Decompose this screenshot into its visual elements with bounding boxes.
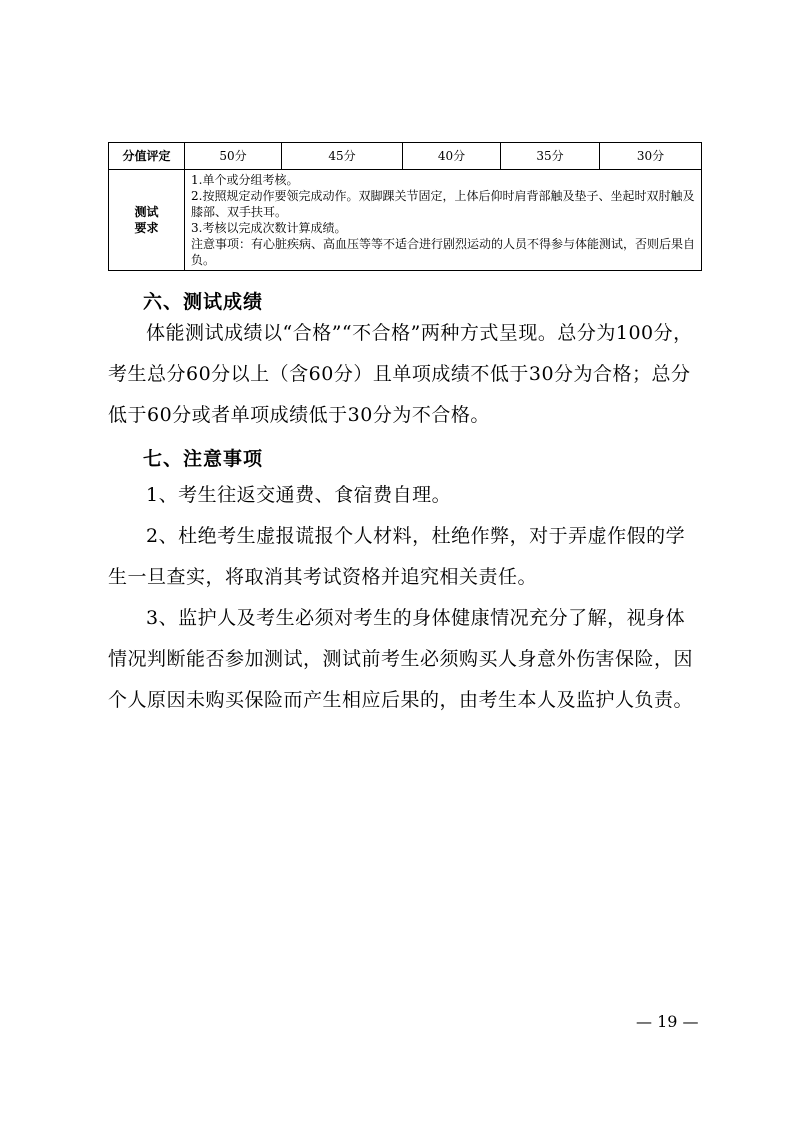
- requirement-item: 2.按照规定动作要领完成动作。双脚踝关节固定，上体后仰时肩背部触及垫子、坐起时双肘触及膝部、双手扶耳。: [191, 189, 695, 219]
- score-50: 50分: [185, 143, 282, 170]
- score-row: [109, 143, 702, 170]
- requirement-note: 注意事项：有心脏疾病、高血压等等不适合进行剧烈运动的人员不得参与体能测试，否则后果自负。: [191, 237, 696, 267]
- score-35: 35分: [501, 143, 600, 170]
- notice-item-2: 2、杜绝考生虚报谎报个人材料，杜绝作弊，对于弄虚作假的学生一旦查实，将取消其考试资格并追究相关责任。: [108, 525, 686, 588]
- page-number: — 19 —: [636, 1012, 699, 1031]
- section7-title: 七、注意事项: [143, 448, 264, 470]
- score-45: 45分: [282, 143, 403, 170]
- section6-paragraph: 体能测试成绩以“合格”“不合格”两种方式呈现。总分为100分，考生总分60分以上（含60分）且单项成绩不低于30分为合格；总分低于60分或者单项成绩低于30分为不合格。: [108, 322, 693, 426]
- section6-title: 六、测试成绩: [143, 291, 264, 313]
- score-table: [108, 142, 702, 271]
- requirement-item: 1.单个或分组考核。: [191, 173, 299, 187]
- notice-item-1: 1、考生往返交通费、食宿费自理。: [146, 484, 452, 506]
- notice-item-3: 3、监护人及考生必须对考生的身体健康情况充分了解，视身体情况判断能否参加测试，测试前考生必须购买人身意外伤害保险，因个人原因未购买保险而产生相应后果的，由考生本人及监护人负责。: [108, 607, 694, 711]
- requirement-row: [109, 170, 702, 271]
- requirement-label: 测试 要求: [109, 170, 185, 271]
- score-40: 40分: [403, 143, 501, 170]
- requirement-item: 3.考核以完成次数计算成绩。: [191, 221, 347, 235]
- requirement-text: [185, 170, 702, 271]
- score-label: 分值评定: [109, 143, 185, 170]
- score-30: 30分: [600, 143, 702, 170]
